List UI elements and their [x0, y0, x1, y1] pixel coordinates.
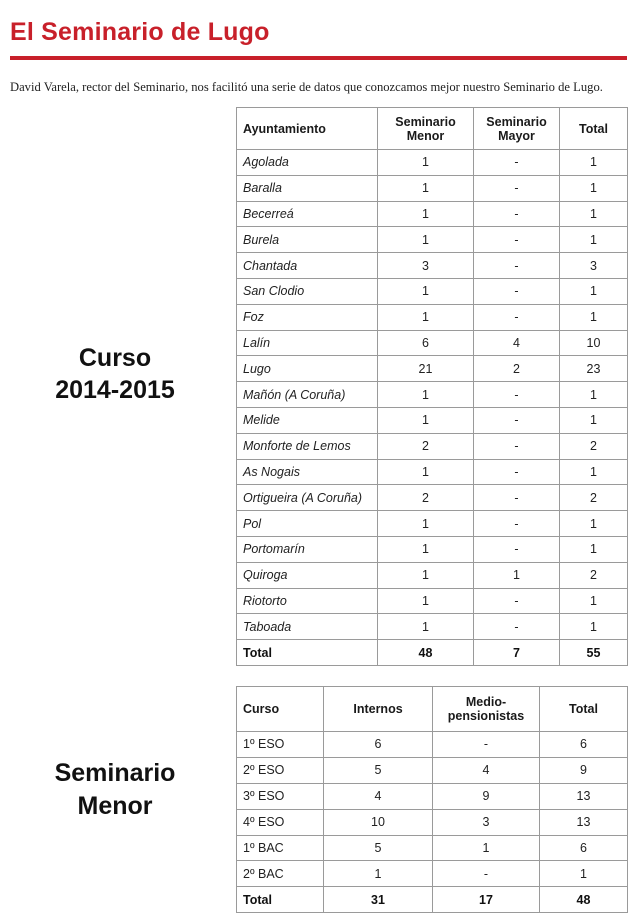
- table-row: [237, 150, 628, 176]
- value-cell: -: [474, 150, 560, 176]
- value-cell: 1: [378, 562, 474, 588]
- value-cell: 1: [560, 588, 628, 614]
- section-label-line: Menor: [77, 792, 153, 820]
- total-value-cell: 48: [540, 887, 628, 913]
- table-row: [237, 304, 628, 330]
- value-cell: 1: [378, 382, 474, 408]
- table-row: [237, 485, 628, 511]
- table-row: [237, 757, 628, 783]
- value-cell: 1: [378, 278, 474, 304]
- table-row: [237, 588, 628, 614]
- row-label-cell: Ortigueira (A Coruña): [237, 485, 378, 511]
- table-row: [237, 278, 628, 304]
- value-cell: 1: [560, 227, 628, 253]
- col-header-seminario-mayor: Seminario Mayor: [474, 108, 560, 150]
- row-label-cell: Portomarín: [237, 536, 378, 562]
- row-label-cell: Lalín: [237, 330, 378, 356]
- value-cell: 1: [560, 150, 628, 176]
- row-label-cell: 2º BAC: [237, 861, 324, 887]
- value-cell: -: [474, 485, 560, 511]
- value-cell: -: [474, 614, 560, 640]
- value-cell: 4: [474, 330, 560, 356]
- value-cell: -: [433, 732, 540, 758]
- table-row: [237, 227, 628, 253]
- value-cell: -: [474, 536, 560, 562]
- value-cell: 1: [378, 175, 474, 201]
- table-row: [237, 356, 628, 382]
- value-cell: 1: [560, 407, 628, 433]
- table-row: [237, 407, 628, 433]
- table-row: [237, 809, 628, 835]
- ayuntamiento-table-body: [237, 150, 628, 666]
- col-header-curso: Curso: [237, 687, 324, 732]
- value-cell: 9: [540, 757, 628, 783]
- row-label-cell: As Nogais: [237, 459, 378, 485]
- value-cell: 1: [324, 861, 433, 887]
- section-label-line: Seminario: [54, 759, 176, 787]
- row-label-cell: Chantada: [237, 253, 378, 279]
- table-row: [237, 783, 628, 809]
- total-value-cell: 31: [324, 887, 433, 913]
- table-row: [237, 511, 628, 537]
- value-cell: 21: [378, 356, 474, 382]
- total-value-cell: 7: [474, 640, 560, 666]
- ayuntamiento-table: [236, 107, 628, 666]
- value-cell: -: [433, 861, 540, 887]
- col-header-total: Total: [540, 687, 628, 732]
- table-header-row: [237, 108, 628, 150]
- table-row: [237, 201, 628, 227]
- value-cell: 1: [378, 201, 474, 227]
- value-cell: 23: [560, 356, 628, 382]
- value-cell: 9: [433, 783, 540, 809]
- title-divider: [10, 56, 627, 60]
- value-cell: 1: [560, 536, 628, 562]
- value-cell: 6: [540, 732, 628, 758]
- value-cell: 1: [560, 175, 628, 201]
- value-cell: 6: [378, 330, 474, 356]
- value-cell: -: [474, 382, 560, 408]
- seminario-menor-table-body: [237, 732, 628, 913]
- row-label-cell: Quiroga: [237, 562, 378, 588]
- intro-paragraph: David Varela, rector del Seminario, nos facilitó una serie de datos que conozcamos mejor nuestro Seminario de Lugo.: [10, 80, 603, 94]
- table-row: [237, 459, 628, 485]
- value-cell: -: [474, 201, 560, 227]
- total-value-cell: 48: [378, 640, 474, 666]
- row-label-cell: 3º ESO: [237, 783, 324, 809]
- page-title: El Seminario de Lugo: [10, 18, 270, 46]
- table-row: [237, 562, 628, 588]
- row-label-cell: 1º BAC: [237, 835, 324, 861]
- row-label-cell: Monforte de Lemos: [237, 433, 378, 459]
- seminario-menor-table: [236, 686, 628, 913]
- value-cell: 2: [560, 562, 628, 588]
- table-row: [237, 175, 628, 201]
- value-cell: 1: [474, 562, 560, 588]
- value-cell: 6: [324, 732, 433, 758]
- value-cell: -: [474, 459, 560, 485]
- col-header-total: Total: [560, 108, 628, 150]
- value-cell: 2: [378, 485, 474, 511]
- col-header-medio-pensionistas: Medio- pensionistas: [433, 687, 540, 732]
- col-header-internos: Internos: [324, 687, 433, 732]
- value-cell: 1: [540, 861, 628, 887]
- value-cell: -: [474, 407, 560, 433]
- total-label-cell: Total: [237, 640, 378, 666]
- table-row: [237, 382, 628, 408]
- value-cell: 3: [378, 253, 474, 279]
- value-cell: 2: [560, 433, 628, 459]
- value-cell: 1: [560, 459, 628, 485]
- section-label-seminario-menor: [10, 757, 220, 823]
- value-cell: 1: [560, 304, 628, 330]
- value-cell: 1: [378, 459, 474, 485]
- value-cell: 1: [378, 304, 474, 330]
- total-value-cell: 17: [433, 887, 540, 913]
- value-cell: -: [474, 227, 560, 253]
- value-cell: 1: [378, 536, 474, 562]
- value-cell: -: [474, 278, 560, 304]
- value-cell: 1: [433, 835, 540, 861]
- value-cell: 2: [560, 485, 628, 511]
- value-cell: 1: [560, 278, 628, 304]
- row-label-cell: 4º ESO: [237, 809, 324, 835]
- value-cell: -: [474, 433, 560, 459]
- row-label-cell: Burela: [237, 227, 378, 253]
- value-cell: 10: [560, 330, 628, 356]
- table-row: [237, 835, 628, 861]
- row-label-cell: Melide: [237, 407, 378, 433]
- section-label-line: Curso: [78, 344, 152, 372]
- col-header-seminario-menor: Seminario Menor: [378, 108, 474, 150]
- row-label-cell: Foz: [237, 304, 378, 330]
- value-cell: 2: [474, 356, 560, 382]
- value-cell: -: [474, 511, 560, 537]
- table-row: [237, 433, 628, 459]
- row-label-cell: Lugo: [237, 356, 378, 382]
- value-cell: 1: [378, 227, 474, 253]
- col-header-ayuntamiento: Ayuntamiento: [237, 108, 378, 150]
- value-cell: 1: [378, 588, 474, 614]
- row-label-cell: Becerreá: [237, 201, 378, 227]
- total-value-cell: 55: [560, 640, 628, 666]
- value-cell: 1: [560, 201, 628, 227]
- table-header-row: [237, 687, 628, 732]
- row-label-cell: San Clodio: [237, 278, 378, 304]
- value-cell: 10: [324, 809, 433, 835]
- row-label-cell: Pol: [237, 511, 378, 537]
- value-cell: -: [474, 588, 560, 614]
- value-cell: 3: [433, 809, 540, 835]
- table-row: [237, 536, 628, 562]
- row-label-cell: Riotorto: [237, 588, 378, 614]
- row-label-cell: Taboada: [237, 614, 378, 640]
- total-label-cell: Total: [237, 887, 324, 913]
- row-label-cell: 1º ESO: [237, 732, 324, 758]
- value-cell: -: [474, 253, 560, 279]
- table-row: [237, 330, 628, 356]
- value-cell: 4: [324, 783, 433, 809]
- value-cell: 4: [433, 757, 540, 783]
- section-label-curso: [10, 342, 220, 406]
- table-row: [237, 614, 628, 640]
- value-cell: 1: [378, 407, 474, 433]
- value-cell: -: [474, 304, 560, 330]
- value-cell: 1: [560, 614, 628, 640]
- row-label-cell: Mañón (A Coruña): [237, 382, 378, 408]
- table-row: [237, 253, 628, 279]
- value-cell: 2: [378, 433, 474, 459]
- total-row: [237, 887, 628, 913]
- value-cell: 5: [324, 835, 433, 861]
- value-cell: 1: [560, 511, 628, 537]
- value-cell: -: [474, 175, 560, 201]
- row-label-cell: Baralla: [237, 175, 378, 201]
- value-cell: 1: [378, 511, 474, 537]
- value-cell: 13: [540, 809, 628, 835]
- value-cell: 6: [540, 835, 628, 861]
- value-cell: 1: [378, 614, 474, 640]
- value-cell: 1: [378, 150, 474, 176]
- row-label-cell: Agolada: [237, 150, 378, 176]
- value-cell: 3: [560, 253, 628, 279]
- value-cell: 13: [540, 783, 628, 809]
- row-label-cell: 2º ESO: [237, 757, 324, 783]
- table-row: [237, 861, 628, 887]
- table-row: [237, 732, 628, 758]
- value-cell: 1: [560, 382, 628, 408]
- value-cell: 5: [324, 757, 433, 783]
- section-label-line: 2014-2015: [55, 376, 175, 404]
- total-row: [237, 640, 628, 666]
